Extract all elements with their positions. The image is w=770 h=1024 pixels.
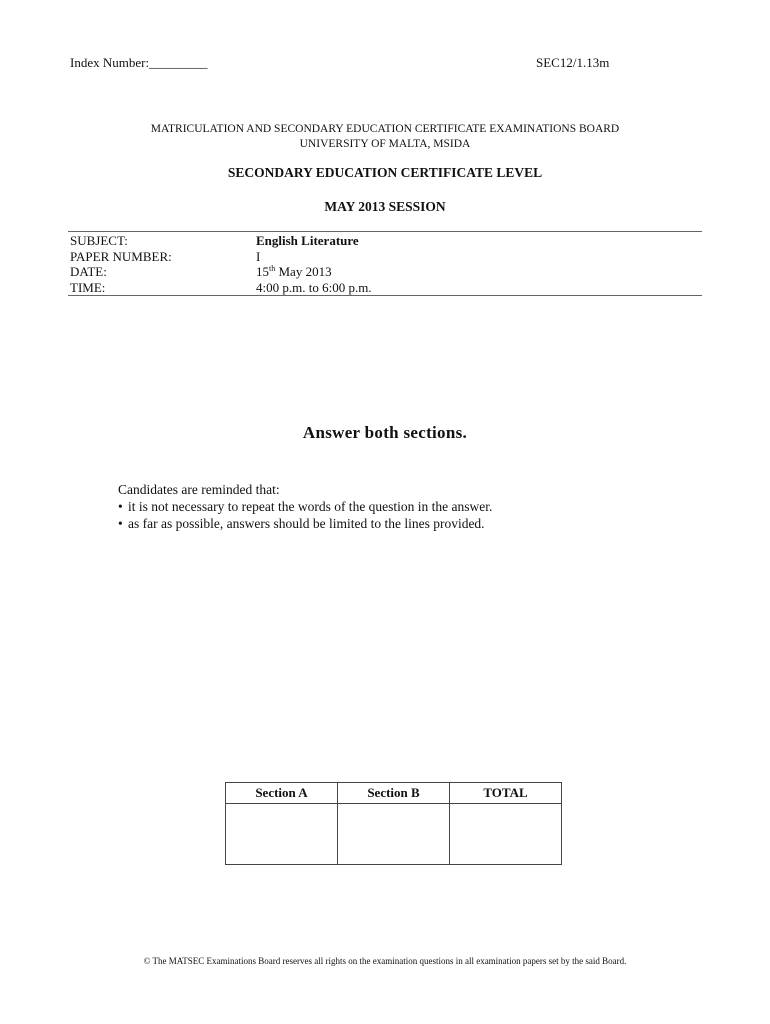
candidate-reminder <box>118 481 492 532</box>
date-month-year: May 2013 <box>275 264 332 279</box>
subject-value: English Literature <box>256 233 359 248</box>
section-a-mark-cell <box>226 804 338 865</box>
reminder-intro: Candidates are reminded that: <box>118 482 280 497</box>
reminder-item: • as far as possible, answers should be limited to the lines provided. <box>118 515 492 532</box>
marks-entry-row <box>226 804 562 865</box>
section-b-header: Section B <box>338 783 450 804</box>
paper-number-row <box>70 249 690 265</box>
board-heading <box>0 122 770 152</box>
paper-number-label: PAPER NUMBER: <box>70 248 172 264</box>
section-b-mark-cell <box>338 804 450 865</box>
exam-details <box>70 233 690 295</box>
marks-header-row <box>226 783 562 804</box>
date-label: DATE: <box>70 264 107 279</box>
index-number-label: Index Number:_________ <box>70 55 208 70</box>
reminder-item: • it is not necessary to repeat the words of the question in the answer. <box>118 498 492 515</box>
certificate-level: SECONDARY EDUCATION CERTIFICATE LEVEL <box>227 165 543 180</box>
subject-label: SUBJECT: <box>70 233 128 248</box>
date-value <box>256 264 690 280</box>
board-name: MATRICULATION AND SECONDARY EDUCATION CERTIFICATE EXAMINATIONS BOARD <box>150 123 620 135</box>
reminder-list <box>118 498 492 532</box>
copyright-notice: © The MATSEC Examinations Board reserves all rights on the examination questions in all examination papers set by the said Board. <box>143 956 627 966</box>
exam-session: MAY 2013 SESSION <box>324 199 446 214</box>
total-mark-cell <box>450 804 562 865</box>
date-suffix: th <box>269 264 276 273</box>
time-label: TIME: <box>70 279 106 295</box>
section-a-header: Section A <box>226 783 338 804</box>
bottom-divider <box>68 295 702 296</box>
total-header: TOTAL <box>450 783 562 804</box>
time-value: 4:00 p.m. to 6:00 p.m. <box>256 279 372 295</box>
paper-number-value: I <box>256 248 261 264</box>
main-instruction: Answer both sections. <box>302 423 468 442</box>
paper-code: SEC12/1.13m <box>536 55 610 70</box>
subject-row <box>70 233 690 249</box>
date-day: 15 <box>256 264 269 279</box>
date-row <box>70 264 690 280</box>
top-divider <box>68 231 702 232</box>
marks-table <box>225 782 562 865</box>
university-name: UNIVERSITY OF MALTA, MSIDA <box>299 138 471 150</box>
time-row <box>70 280 690 296</box>
